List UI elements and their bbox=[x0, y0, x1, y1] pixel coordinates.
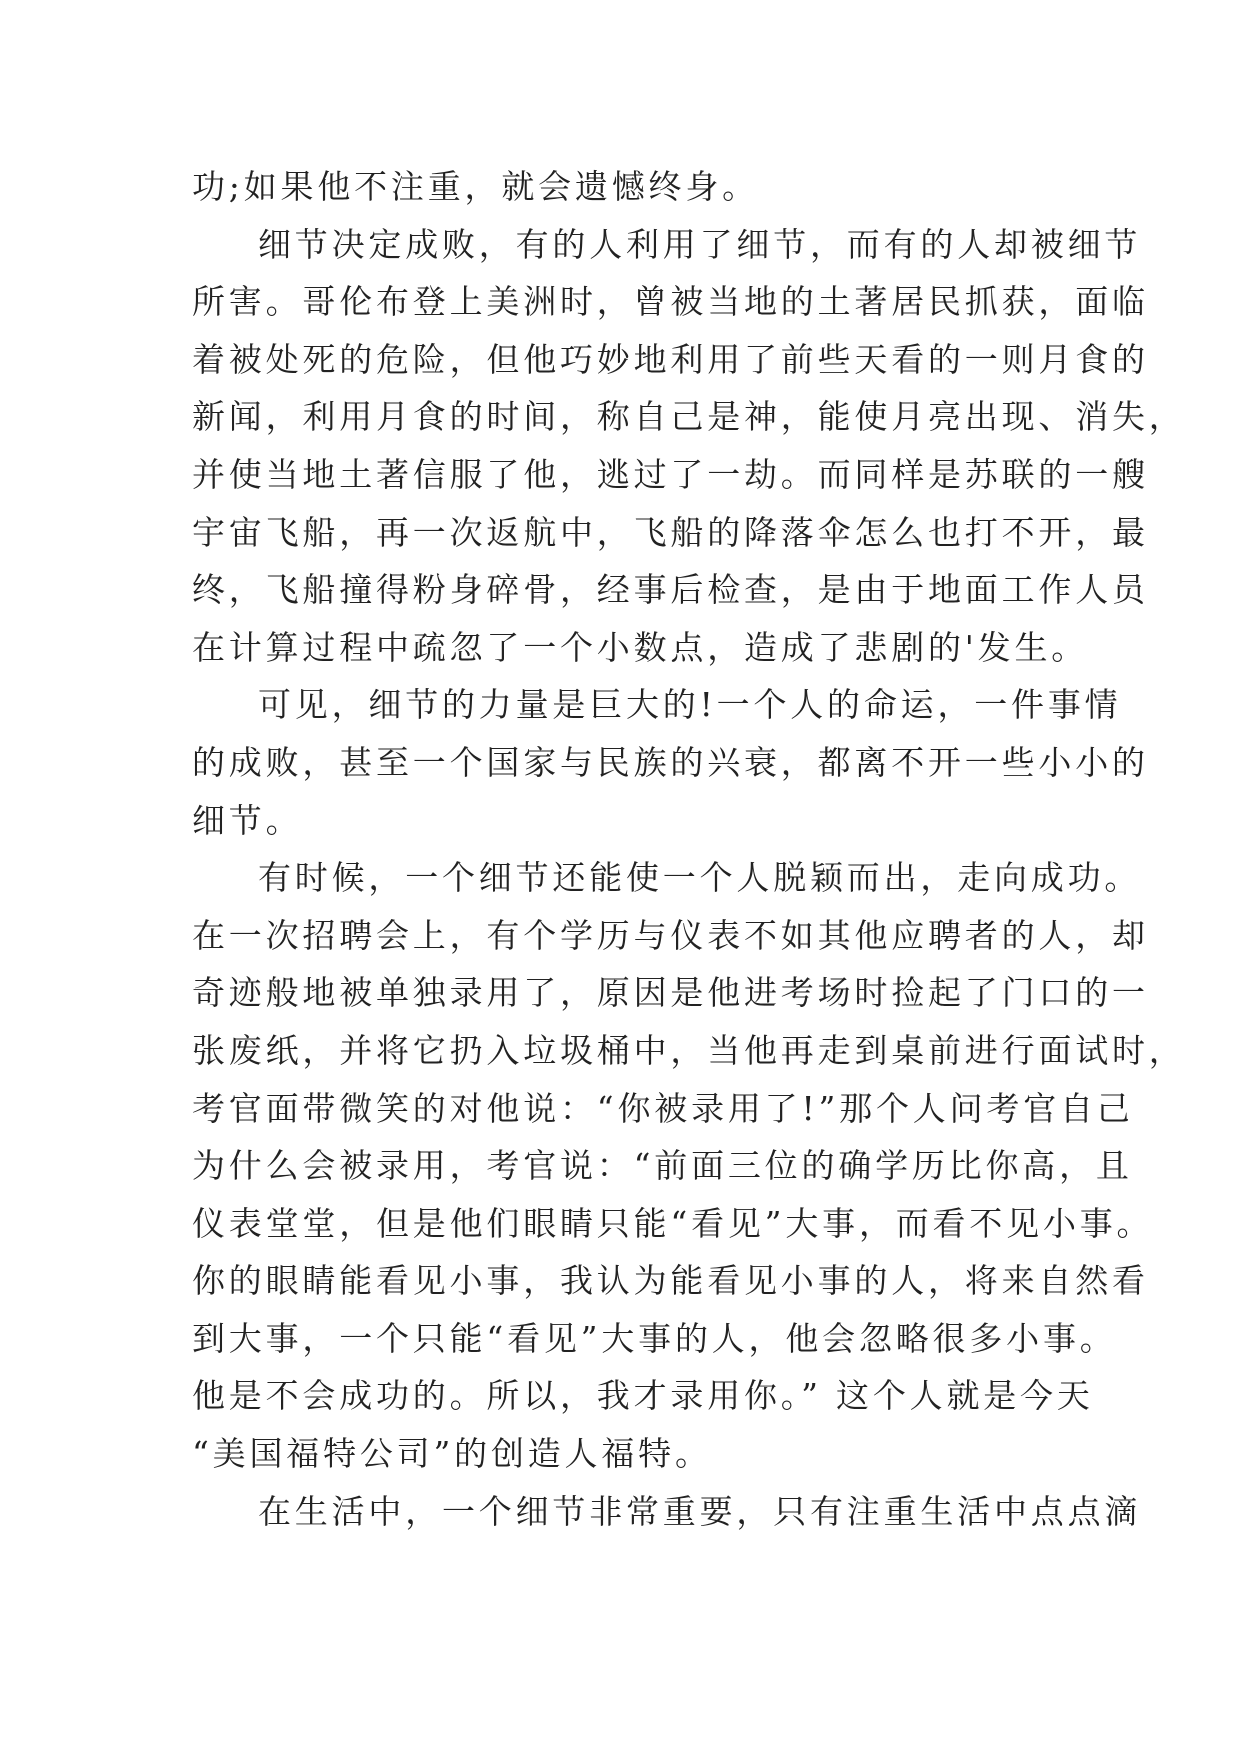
text-line: 细节。 bbox=[192, 800, 303, 840]
text-line: 宇宙飞船，再一次返航中，飞船的降落伞怎么也打不开，最 bbox=[192, 512, 1149, 552]
text-line: 你的眼睛能看见小事，我认为能看见小事的人，将来自然看 bbox=[192, 1261, 1149, 1301]
document-body bbox=[192, 158, 1186, 1540]
text-line: 终，飞船撞得粉身碎骨，经事后检查，是由于地面工作人员 bbox=[192, 570, 1149, 610]
text-line: 功;如果他不注重，就会遗憾终身。 bbox=[192, 167, 759, 206]
text-line: “美国福特公司”的创造人福特。 bbox=[192, 1434, 712, 1474]
text-line: 仪表堂堂，但是他们眼睛只能“看见”大事，而看不见小事。 bbox=[192, 1203, 1154, 1243]
text-line: 到大事，一个只能“看见”大事的人，他会忽略很多小事。 bbox=[192, 1318, 1117, 1358]
paragraph-first-line: 可见，细节的力量是巨大的!一个人的命运，一件事情 bbox=[258, 685, 1122, 725]
text-line: 的成败，甚至一个国家与民族的兴衰，都离不开一些小小的 bbox=[192, 742, 1149, 782]
paragraph-first-line: 细节决定成败，有的人利用了细节，而有的人却被细节 bbox=[258, 224, 1142, 264]
text-line: 考官面带微笑的对他说：“你被录用了!”那个人问考官自己 bbox=[192, 1088, 1134, 1128]
text-line: 所害。哥伦布登上美洲时，曾被当地的土著居民抓获，面临 bbox=[192, 282, 1149, 322]
text-line: 新闻，利用月食的时间，称自己是神，能使月亮出现、消失， bbox=[192, 397, 1186, 437]
text-line: 他是不会成功的。所以，我才录用你。” 这个人就是今天 bbox=[192, 1376, 1094, 1416]
text-line: 并使当地土著信服了他，逃过了一劫。而同样是苏联的一艘 bbox=[192, 454, 1149, 494]
text-line: 奇迹般地被单独录用了，原因是他进考场时捡起了门口的一 bbox=[192, 973, 1149, 1013]
paragraph-first-line: 在生活中，一个细节非常重要，只有注重生活中点点滴 bbox=[258, 1491, 1142, 1531]
text-line: 在一次招聘会上，有个学历与仪表不如其他应聘者的人，却 bbox=[192, 915, 1149, 955]
text-line: 为什么会被录用，考官说：“前面三位的确学历比你高，且 bbox=[192, 1146, 1133, 1186]
paragraph-first-line: 有时候，一个细节还能使一个人脱颖而出，走向成功。 bbox=[258, 858, 1142, 898]
text-line: 在计算过程中疏忽了一个小数点，造成了悲剧的'发生。 bbox=[192, 627, 1089, 667]
text-line: 着被处死的危险，但他巧妙地利用了前些天看的一则月食的 bbox=[192, 339, 1149, 379]
text-line: 张废纸，并将它扔入垃圾桶中，当他再走到桌前进行面试时， bbox=[192, 1030, 1186, 1070]
